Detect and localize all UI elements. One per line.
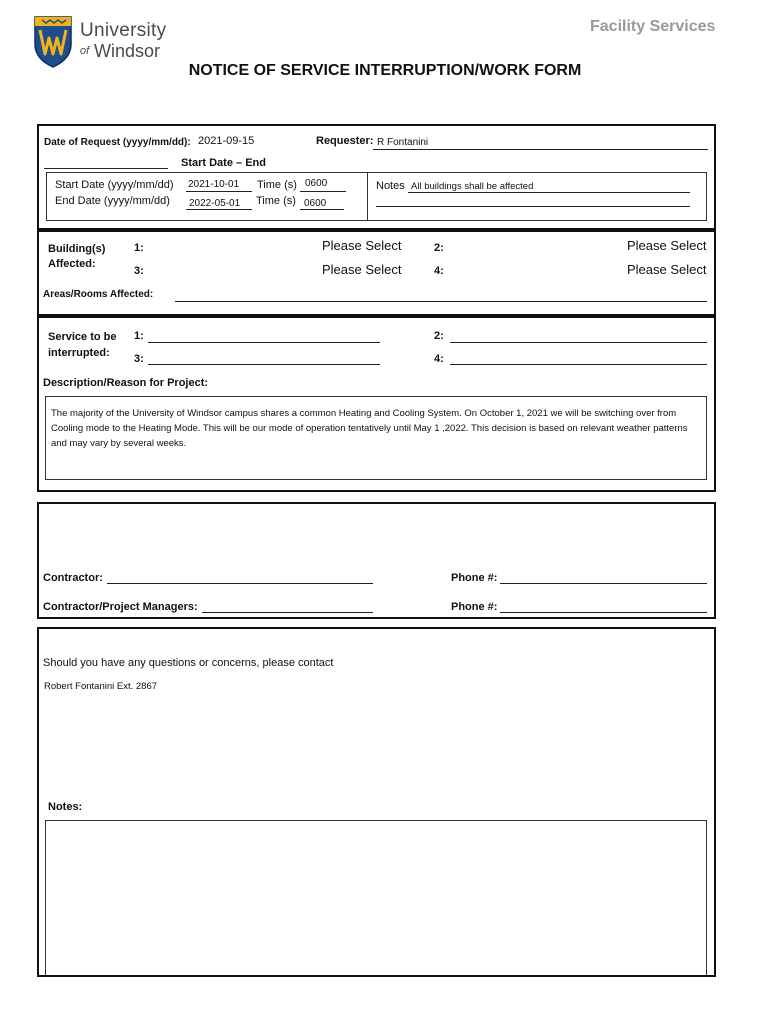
service-1-num: 1:: [134, 330, 144, 342]
request-notes-underline-1: [408, 192, 690, 193]
end-date-value[interactable]: 2022-05-01: [189, 198, 241, 209]
contact-name: Robert Fontanini Ext. 2867: [44, 681, 158, 692]
service-3-num: 3:: [134, 353, 144, 365]
end-date-underline: [186, 209, 252, 210]
requester-underline: [373, 149, 708, 150]
request-notes-label: Notes: [376, 180, 405, 192]
project-managers-field[interactable]: [202, 612, 373, 613]
form-title: NOTICE OF SERVICE INTERRUPTION/WORK FORM: [188, 62, 582, 79]
service-1-field[interactable]: [148, 342, 380, 343]
department-name: Facility Services: [590, 18, 716, 35]
start-time-label: Time (s): [257, 179, 297, 191]
start-date-underline: [186, 191, 252, 192]
end-time-underline: [300, 209, 344, 210]
service-2-field[interactable]: [450, 342, 707, 343]
service-4-field[interactable]: [450, 364, 707, 365]
contractor-phone-field[interactable]: [500, 583, 707, 584]
service-4-num: 4:: [434, 353, 444, 365]
end-time-value[interactable]: 0600: [304, 198, 327, 209]
university-name: University: [80, 20, 167, 41]
start-time-value[interactable]: 0600: [305, 178, 328, 189]
start-end-heading: Start Date – End: [181, 157, 266, 169]
notes-label: Notes:: [48, 801, 83, 813]
building-2-num: 2:: [434, 242, 444, 254]
end-date-label: End Date (yyyy/mm/dd): [55, 195, 170, 207]
contact-question: Should you have any questions or concerns, please contact: [43, 657, 334, 669]
start-date-label: Start Date (yyyy/mm/dd): [55, 179, 174, 191]
building-1-num: 1:: [134, 242, 144, 254]
building-2-select[interactable]: Please Select: [627, 238, 707, 253]
areas-rooms-label: Areas/Rooms Affected:: [43, 289, 154, 300]
start-date-value[interactable]: 2021-10-01: [188, 179, 240, 190]
description-label: Description/Reason for Project:: [43, 377, 209, 389]
service-label-line1: Service to be: [48, 331, 117, 343]
shield-crest-icon: [32, 14, 74, 68]
contractor-phone-label: Phone #:: [451, 572, 498, 584]
areas-rooms-field[interactable]: [175, 301, 707, 302]
request-notes-underline-2: [376, 206, 690, 207]
contractor-label: Contractor:: [43, 572, 103, 584]
project-managers-label: Contractor/Project Managers:: [43, 601, 198, 613]
building-3-num: 3:: [134, 265, 144, 277]
start-time-underline: [300, 191, 346, 192]
date-of-request-value[interactable]: 2021-09-15: [198, 135, 255, 147]
university-of: of: [80, 45, 90, 57]
service-3-field[interactable]: [148, 364, 380, 365]
buildings-label-line2: Affected:: [48, 258, 96, 270]
description-text: The majority of the University of Windsor campus shares a common Heating and Cooling System. On October 1, 2021 we will be switching over from Cooling mode to the Heating Mode. This will be our mode of operation tentatively until May 1 ,2022. This decision is based on relevant weather patterns and may vary by several weeks.: [51, 408, 688, 449]
end-time-label: Time (s): [256, 195, 296, 207]
buildings-label-line1: Building(s): [48, 243, 106, 255]
notes-box[interactable]: [45, 820, 707, 975]
requester-label: Requester:: [316, 135, 374, 147]
building-1-select[interactable]: Please Select: [322, 238, 402, 253]
managers-phone-field[interactable]: [500, 612, 707, 613]
date-of-request-label: Date of Request (yyyy/mm/dd):: [44, 137, 191, 148]
service-2-num: 2:: [434, 330, 444, 342]
service-label-line2: interrupted:: [48, 347, 110, 359]
requester-value[interactable]: R Fontanini: [377, 137, 429, 148]
building-3-select[interactable]: Please Select: [322, 262, 402, 277]
managers-phone-label: Phone #:: [451, 601, 498, 613]
notes-subbox: [367, 172, 707, 221]
contractor-field[interactable]: [107, 583, 373, 584]
building-4-num: 4:: [434, 265, 444, 277]
blank-underline: [44, 168, 168, 169]
building-4-select[interactable]: Please Select: [627, 262, 707, 277]
university-windsor: Windsor: [94, 41, 161, 61]
request-notes-value[interactable]: All buildings shall be affected: [411, 181, 534, 192]
